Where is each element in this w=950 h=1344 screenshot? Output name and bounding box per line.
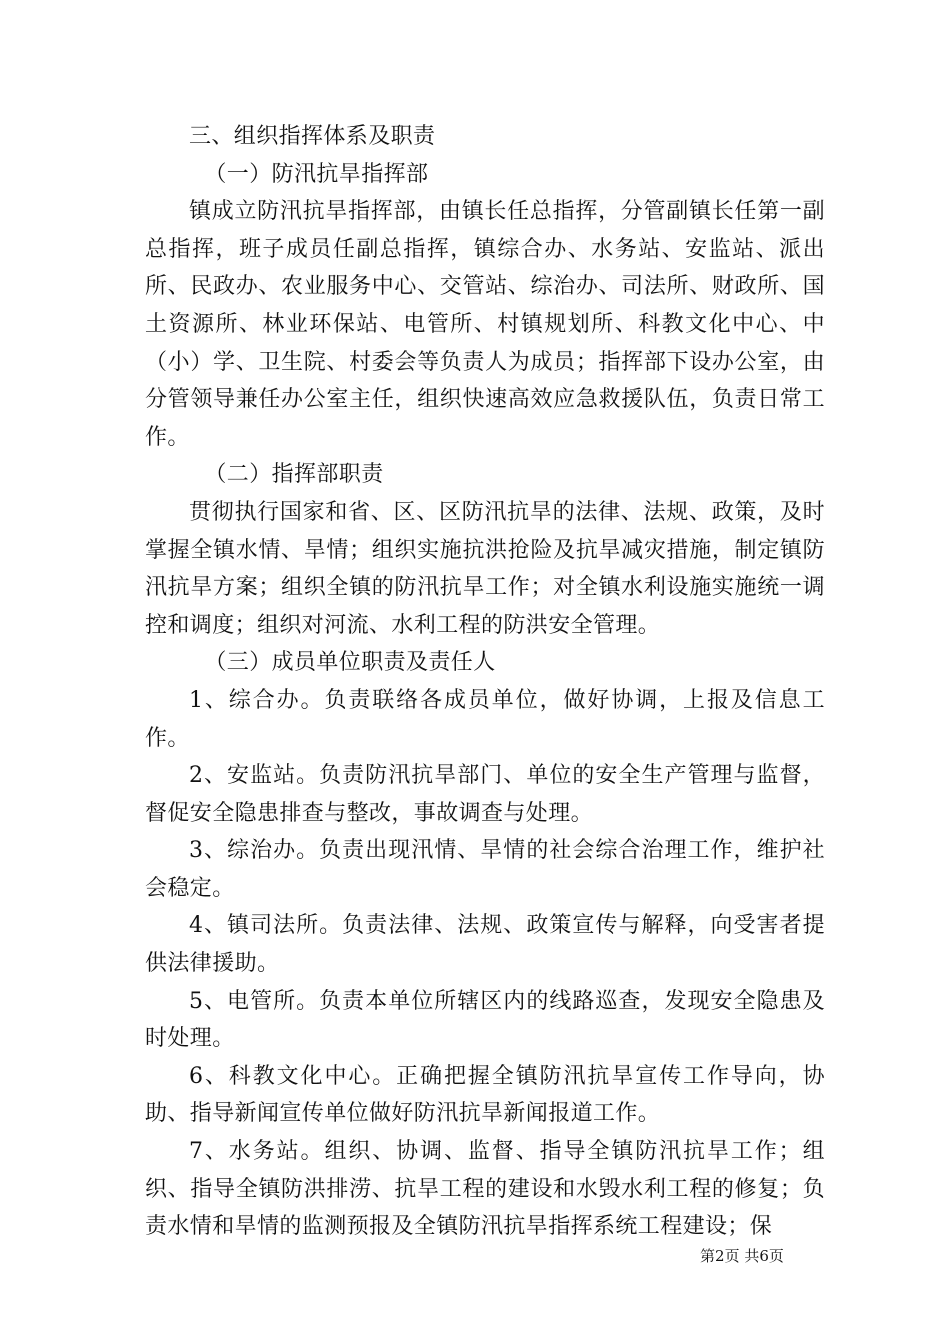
- body-paragraph: 3、综治办。负责出现汛情、旱情的社会综合治理工作，维护社会稳定。: [145, 838, 825, 901]
- subsection-heading: （二）指挥部职责: [204, 462, 384, 488]
- body-paragraph: 1、综合办。负责联络各成员单位，做好协调，上报及信息工作。: [145, 687, 825, 751]
- page-suffix: 页: [768, 1247, 784, 1265]
- body-paragraph: 4、镇司法所。负责法律、法规、政策宣传与解释，向受害者提供法律援助。: [145, 913, 825, 977]
- page-prefix: 第: [700, 1247, 716, 1265]
- body-paragraph: 镇成立防汛抗旱指挥部，由镇长任总指挥，分管副镇长任第一副总指挥，班子成员任副总指挥，镇综合办、水务站、安监站、派出所、民政办、农业服务中心、交管站、综治办、司法所、财政所、国土资源所、林业环保站、电管所、村镇规划所、科教文化中心、中（小）学、卫生院、村委会等负责人为成员；指挥部下设办公室，由分管领导兼任办公室主任，组织快速高效应急救援队伍，负责日常工作。: [145, 199, 825, 450]
- page-total: 6: [759, 1247, 769, 1265]
- page-current: 2: [715, 1247, 725, 1265]
- section-heading: 三、组织指挥体系及职责: [189, 124, 436, 149]
- subsection-heading: （一）防汛抗旱指挥部: [204, 161, 429, 187]
- body-paragraph: 贯彻执行国家和省、区、区防汛抗旱的法律、法规、政策，及时掌握全镇水情、旱情；组织实施抗洪抢险及抗旱减灾措施，制定镇防汛抗旱方案；组织全镇的防汛抗旱工作；对全镇水利设施实施统一调控和调度；组织对河流、水利工程的防洪安全管理。: [145, 499, 825, 638]
- body-paragraph: 6、科教文化中心。正确把握全镇防汛抗旱宣传工作导向，协助、指导新闻宣传单位做好防汛抗旱新闻报道工作。: [145, 1063, 825, 1127]
- body-paragraph: 7、水务站。组织、协调、监督、指导全镇防汛抗旱工作；组织、指导全镇防洪排涝、抗旱工程的建设和水毁水利工程的修复；负责水情和旱情的监测预报及全镇防汛抗旱指挥系统工程建设；保: [145, 1139, 825, 1240]
- page-mid: 页 共: [724, 1247, 760, 1265]
- document-body: [145, 118, 825, 1246]
- body-paragraph: 5、电管所。负责本单位所辖区内的线路巡查，发现安全隐患及时处理。: [145, 988, 825, 1052]
- page-number-footer: [700, 1245, 784, 1266]
- body-paragraph: 2、安监站。负责防汛抗旱部门、单位的安全生产管理与监督，督促安全隐患排查与整改，事故调查与处理。: [145, 763, 825, 826]
- subsection-heading: （三）成员单位职责及责任人: [204, 650, 496, 676]
